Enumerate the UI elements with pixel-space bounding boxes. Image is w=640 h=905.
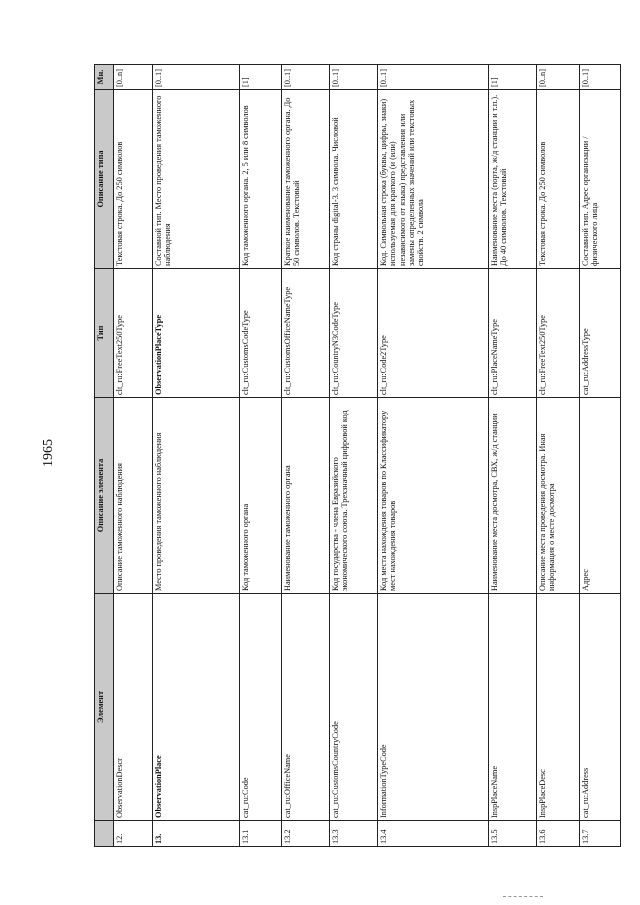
row-6-element [378, 594, 489, 821]
row-4-type [282, 269, 330, 398]
scan-artifact-line [503, 896, 543, 898]
row-1-elem-desc [114, 398, 153, 594]
row-5-mn [330, 65, 378, 90]
page-number: 1965 [41, 439, 56, 467]
row-7-mn [489, 65, 537, 90]
band-num [95, 821, 621, 847]
row-1-type-desc [114, 90, 153, 269]
row-6-type-desc-text: Код. Символьная строка (буквы, цифры, знаки) используемая для краткого (и (или) независимого от языка) представления или замены определенных значений или текстовых свойств. 2 символа [379, 98, 426, 266]
header-type-desc-text: Описание типа [96, 150, 105, 208]
row-5-type-desc [330, 90, 378, 269]
row-8-mn-text: [0..n] [538, 69, 547, 87]
band-mn [95, 65, 621, 90]
row-9-type [580, 269, 621, 398]
row-5-type-desc-text: Код страны digital-3. 3 символа. Числовой [331, 117, 340, 266]
row-7-elem-desc [489, 398, 537, 594]
row-4-num [282, 821, 330, 847]
row-5-element [330, 594, 378, 821]
row-4-type-text: clt_ru:CustomsOfficeNameType [283, 286, 292, 395]
row-2-type [153, 269, 240, 398]
row-4-element-text: cat_ru:OfficeName [283, 754, 292, 818]
row-2-element [153, 594, 240, 821]
row-8-type [537, 269, 580, 398]
row-1-type [114, 269, 153, 398]
row-2-num-text: 13. [154, 833, 163, 844]
row-7-elem-desc-text: Наименование места досмотра, СВХ, ж/д станции [490, 413, 499, 591]
row-8-mn [537, 65, 580, 90]
row-1-elem-desc-text: Описание таможенного наблюдения [115, 463, 124, 591]
row-7-num-text: 13.5 [490, 829, 499, 844]
row-6-type [378, 269, 489, 398]
row-6-mn-text: [0..1] [379, 69, 388, 87]
row-1-element-text: ObservationDescr [115, 758, 124, 818]
row-2-elem-desc-text: Место проведения таможенного наблюдения [154, 432, 163, 591]
row-7-type-desc-text: Наименование места (порта, ж/д станции и т.п.). До 40 символов. Текстовый [490, 94, 509, 266]
row-2-num [153, 821, 240, 847]
row-8-elem-desc [537, 398, 580, 594]
header-type-desc [95, 90, 114, 269]
row-8-type-text: clt_ru:FreeText250Type [538, 315, 547, 395]
row-9-element-text: cat_ru:Address [581, 767, 590, 818]
row-3-type-text: clt_ru:CustomsCodeType [241, 310, 250, 395]
row-3-num-text: 13.1 [241, 829, 250, 844]
row-4-elem-desc-text: Наименование таможенного органа [283, 465, 292, 591]
row-2-mn-text: [0..1] [154, 69, 163, 87]
row-5-num [330, 821, 378, 847]
row-1-element [114, 594, 153, 821]
row-5-elem-desc [330, 398, 378, 594]
row-3-type [240, 269, 282, 398]
row-3-elem-desc [240, 398, 282, 594]
row-8-elem-desc-text: Описание места проведения досмотра. Иная информация о месте досмотра [538, 433, 557, 591]
header-mn [95, 65, 114, 90]
row-8-type-desc [537, 90, 580, 269]
row-6-elem-desc-text: Код места нахождения товаров по Классификатору мест нахождения товаров [379, 410, 398, 591]
row-9-type-desc-text: Составной тип. Адрес организации / физического лица [581, 136, 600, 266]
band-elem_desc [95, 398, 621, 594]
row-4-mn-text: [0..1] [283, 69, 292, 87]
row-3-element [240, 594, 282, 821]
header-element [95, 594, 114, 821]
band-element [95, 594, 621, 821]
row-6-mn [378, 65, 489, 90]
row-1-mn-text: [0..n] [115, 69, 124, 87]
row-3-mn [240, 65, 282, 90]
row-6-elem-desc [378, 398, 489, 594]
row-1-num [114, 821, 153, 847]
row-2-type-desc-text: Составной тип. Место проведения таможенного наблюдения [154, 95, 173, 266]
row-7-type [489, 269, 537, 398]
row-6-element-text: InformationTypeCode [379, 744, 388, 818]
row-7-element-text: InspPlaceName [490, 765, 499, 818]
row-4-type-desc [282, 90, 330, 269]
header-type [95, 269, 114, 398]
row-7-type-desc [489, 90, 537, 269]
header-mn-text: Мн. [96, 69, 105, 85]
header-elem-desc-text: Описание элемента [96, 458, 105, 533]
header-type-text: Тип [96, 325, 105, 341]
specification-table [94, 64, 621, 847]
row-4-mn [282, 65, 330, 90]
row-9-num-text: 13.7 [581, 829, 590, 844]
row-6-type-text: clt_ru:Code2Type [379, 335, 388, 395]
row-9-element [580, 594, 621, 821]
row-3-type-desc [240, 90, 282, 269]
row-6-num [378, 821, 489, 847]
row-5-elem-desc-text: Код государства - члена Евразийского экономического союза. Трехзначный цифровой код [331, 410, 350, 591]
row-3-element-text: cat_ru:Code [241, 777, 250, 818]
row-7-type-text: clt_ru:PlaceNameType [490, 319, 499, 395]
row-1-type-desc-text: Текстовая строка. До 250 символов [115, 141, 124, 266]
row-9-elem-desc [580, 398, 621, 594]
row-8-num-text: 13.6 [538, 829, 547, 844]
row-5-type [330, 269, 378, 398]
row-3-mn-text: [1] [241, 77, 250, 87]
row-1-type-text: clt_ru:FreeText250Type [115, 315, 124, 395]
band-type [95, 269, 621, 398]
row-4-type-desc-text: Краткое наименование таможенного органа. До 50 символов. Текстовый [283, 97, 302, 266]
row-3-num [240, 821, 282, 847]
row-9-mn [580, 65, 621, 90]
row-9-elem-desc-text: Адрес [581, 569, 590, 591]
row-5-element-text: cat_ru:CustomsCountryCode [331, 721, 340, 818]
row-6-num-text: 13.4 [379, 829, 388, 844]
row-1-mn [114, 65, 153, 90]
row-4-element [282, 594, 330, 821]
row-7-num [489, 821, 537, 847]
row-8-type-desc-text: Текстовая строка. До 250 символов [538, 141, 547, 266]
row-3-type-desc-text: Код таможенного органа. 2, 5 или 8 символов [241, 105, 250, 266]
header-elem-desc [95, 398, 114, 594]
row-2-elem-desc [153, 398, 240, 594]
row-5-mn-text: [0..1] [331, 69, 340, 87]
row-5-type-text: clt_ru:CountryN3CodeType [331, 302, 340, 395]
row-2-element-text: ObservationPlace [154, 755, 163, 818]
row-2-type-text: ObservationPlaceType [154, 314, 163, 395]
row-7-element [489, 594, 537, 821]
row-8-num [537, 821, 580, 847]
row-7-mn-text: [1] [490, 77, 499, 87]
row-9-num [580, 821, 621, 847]
row-2-type-desc [153, 90, 240, 269]
row-9-type-desc [580, 90, 621, 269]
row-4-num-text: 13.2 [283, 829, 292, 844]
row-3-elem-desc-text: Код таможенного органа [241, 503, 250, 591]
row-5-num-text: 13.3 [331, 829, 340, 844]
row-9-mn-text: [0..1] [581, 69, 590, 87]
band-type_desc [95, 90, 621, 269]
row-4-elem-desc [282, 398, 330, 594]
row-6-type-desc [378, 90, 489, 269]
row-2-mn [153, 65, 240, 90]
row-8-element [537, 594, 580, 821]
header-element-text: Элемент [96, 690, 105, 724]
row-9-type-text: cat_ru:AddressType [581, 328, 590, 395]
row-1-num-text: 12. [115, 833, 124, 844]
row-8-element-text: InspPlaceDesc [538, 769, 547, 818]
header-num [95, 821, 114, 847]
